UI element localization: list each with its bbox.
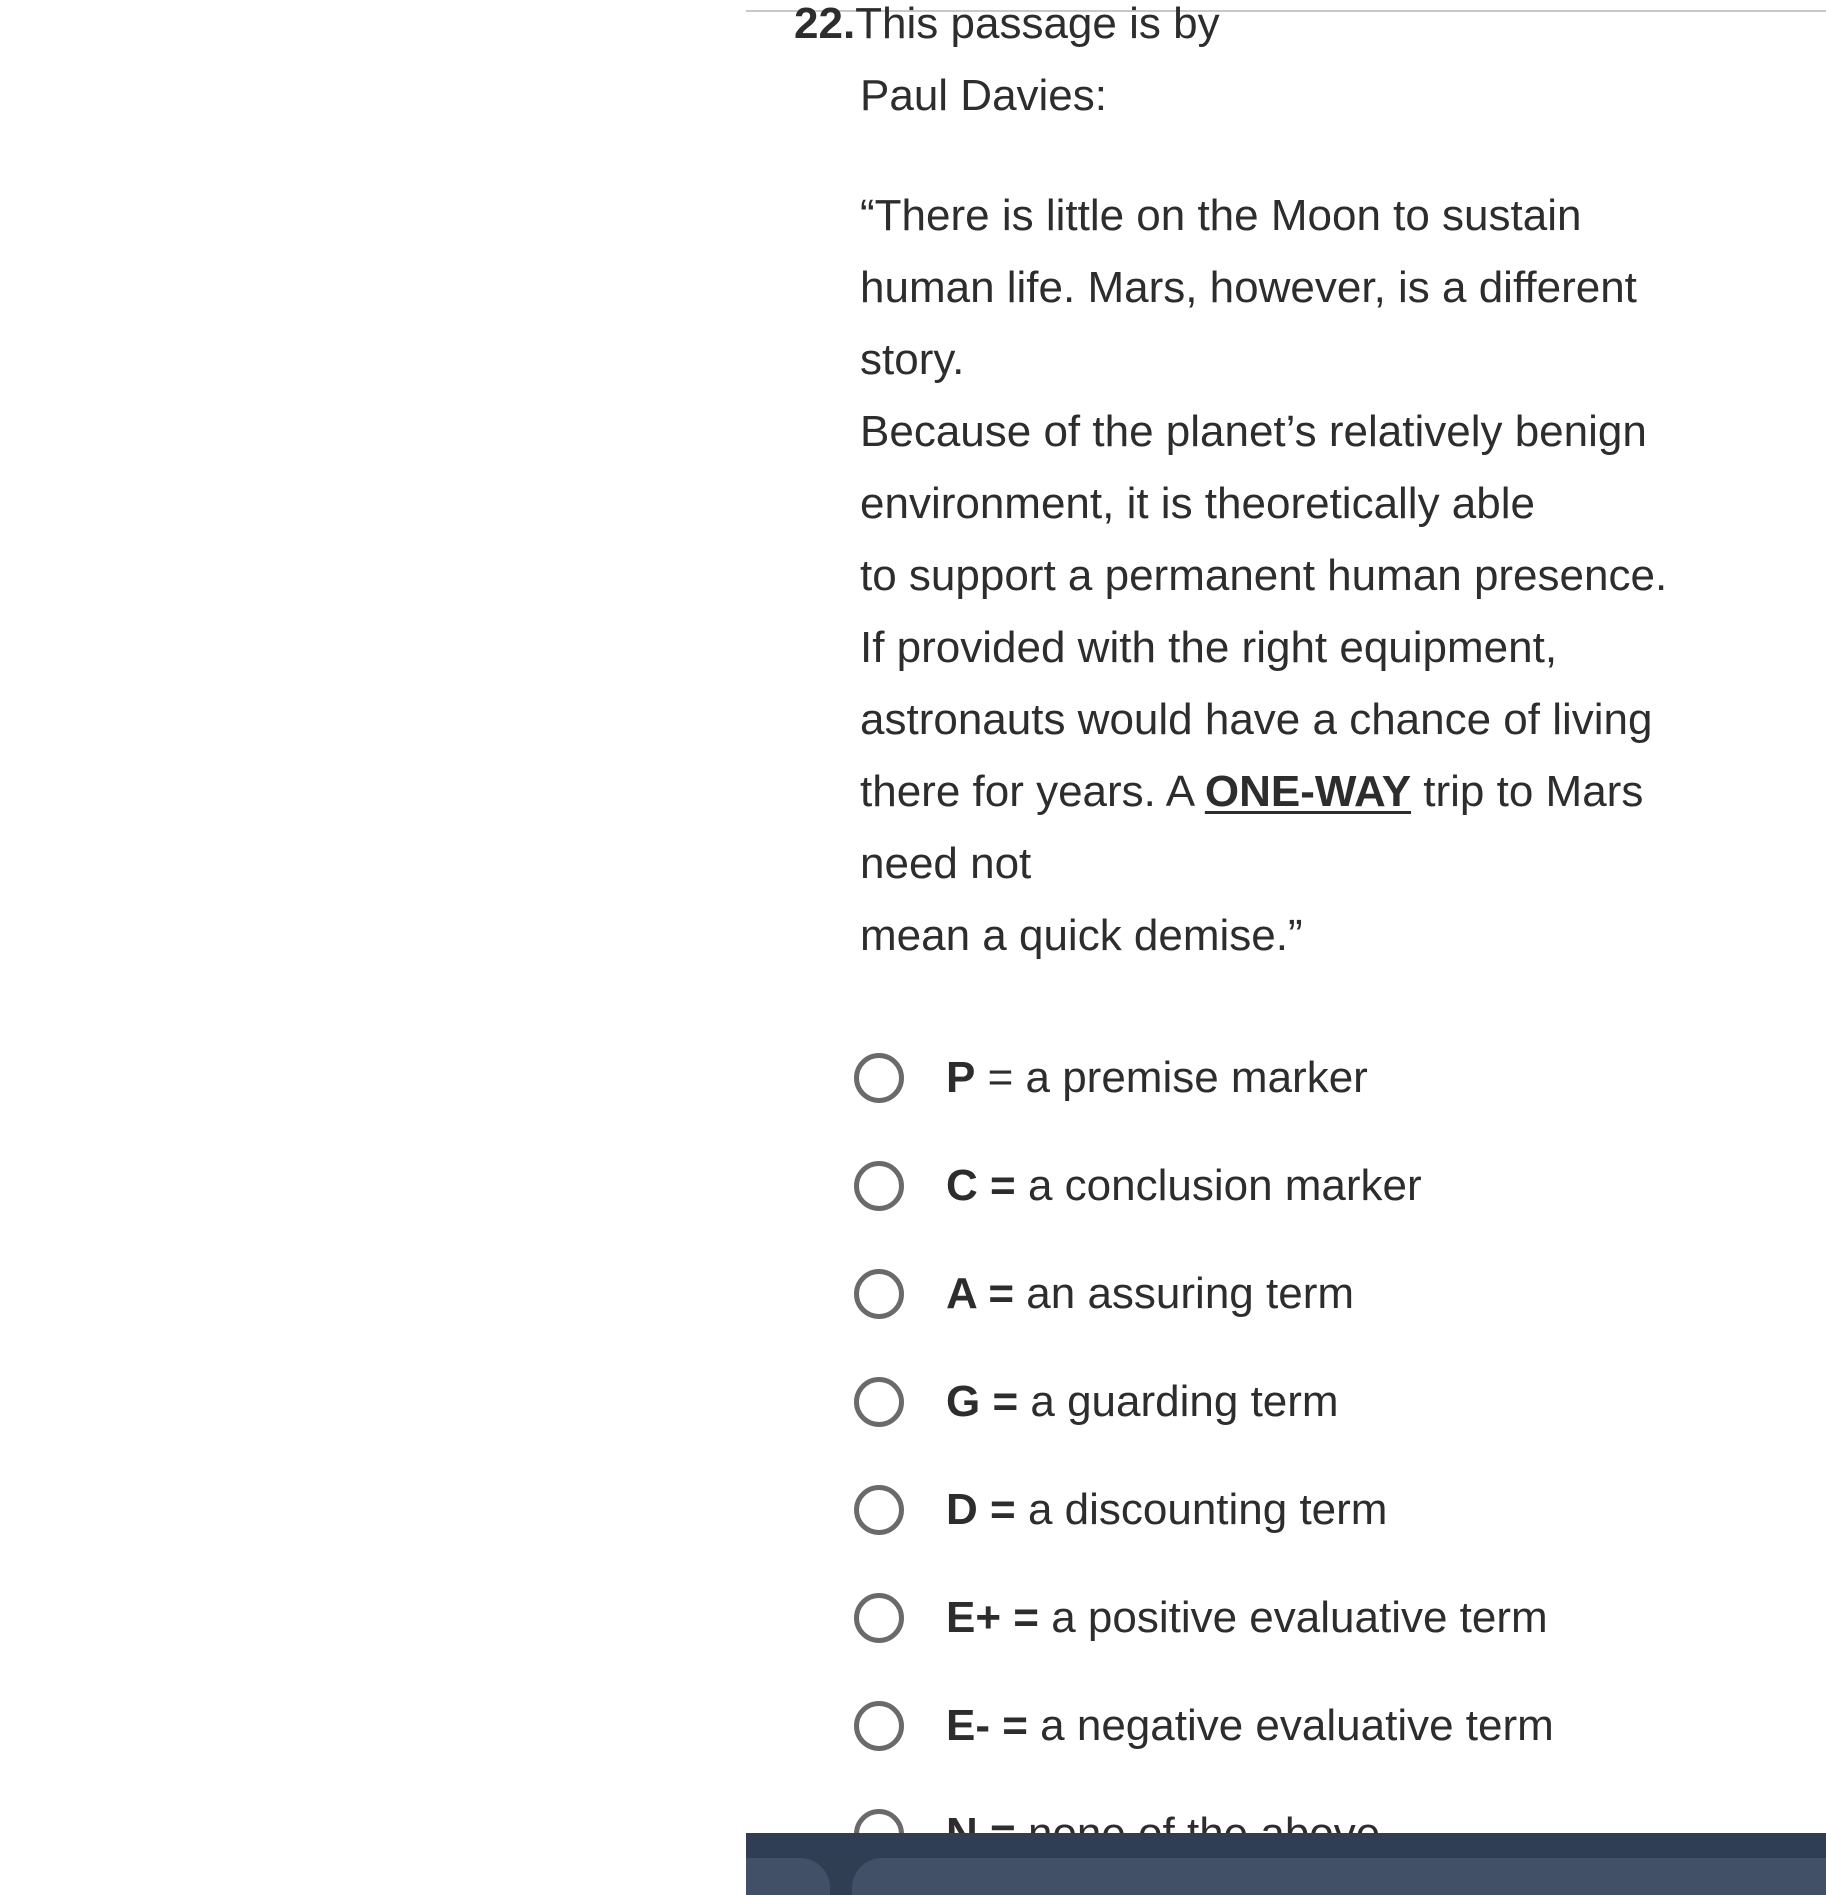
- passage-line: to support a permanent human presence.: [860, 551, 1668, 600]
- option-key: D =: [946, 1485, 1016, 1534]
- passage-text: trip to Mars: [1411, 767, 1644, 816]
- option-description: a negative evaluative term: [1040, 1701, 1554, 1750]
- option-label: [946, 1158, 1422, 1214]
- passage: [794, 180, 1804, 972]
- option-key: E+ =: [946, 1593, 1039, 1642]
- radio-button[interactable]: [854, 1269, 904, 1319]
- option-equals: [1016, 1485, 1028, 1534]
- passage-line: “There is little on the Moon to sustain: [860, 191, 1582, 240]
- option-equals: [1014, 1269, 1026, 1318]
- radio-button[interactable]: [854, 1053, 904, 1103]
- option-key: P: [946, 1053, 976, 1102]
- option-description: an assuring term: [1026, 1269, 1354, 1318]
- option-discounting-term[interactable]: [854, 1456, 1814, 1564]
- bottom-toolbar-right-tab[interactable]: [852, 1858, 1826, 1895]
- question-header: [794, 0, 1804, 60]
- option-key: G =: [946, 1377, 1019, 1426]
- left-blank-area: [0, 0, 746, 1895]
- answer-options: [854, 1024, 1814, 1888]
- option-label: [946, 1050, 1368, 1106]
- option-equals: =: [975, 1053, 1026, 1102]
- radio-button[interactable]: [854, 1161, 904, 1211]
- option-conclusion-marker[interactable]: [854, 1132, 1814, 1240]
- option-key: A =: [946, 1269, 1015, 1318]
- bottom-toolbar-left-tab[interactable]: [746, 1858, 830, 1895]
- question-block: [794, 0, 1804, 972]
- option-label: [946, 1698, 1554, 1754]
- radio-button[interactable]: [854, 1593, 904, 1643]
- radio-button[interactable]: [854, 1701, 904, 1751]
- question-number: 22.: [794, 0, 856, 48]
- passage-line: mean a quick demise.”: [860, 911, 1303, 960]
- radio-button[interactable]: [854, 1377, 904, 1427]
- option-positive-evaluative-term[interactable]: [854, 1564, 1814, 1672]
- passage-line: need not: [860, 839, 1032, 888]
- option-label: [946, 1590, 1548, 1646]
- option-description: a positive evaluative term: [1051, 1593, 1548, 1642]
- option-description: a discounting term: [1027, 1485, 1388, 1534]
- passage-text: there for years. A: [860, 767, 1205, 816]
- passage-line: human life. Mars, however, is a different: [860, 263, 1637, 312]
- passage-line: environment, it is theoretically able: [860, 479, 1535, 528]
- option-equals: [1016, 1161, 1028, 1210]
- option-negative-evaluative-term[interactable]: [854, 1672, 1814, 1780]
- emphasized-term: ONE-WAY: [1204, 767, 1412, 816]
- passage-line-emphasis: [860, 756, 1804, 828]
- question-author: Paul Davies:: [860, 71, 1108, 120]
- option-equals: [1018, 1377, 1030, 1426]
- passage-line: Because of the planet’s relatively benign: [860, 407, 1647, 456]
- radio-button[interactable]: [854, 1485, 904, 1535]
- option-assuring-term[interactable]: [854, 1240, 1814, 1348]
- option-guarding-term[interactable]: [854, 1348, 1814, 1456]
- passage-line: astronauts would have a chance of living: [860, 695, 1653, 744]
- option-equals: [1028, 1701, 1040, 1750]
- option-equals: [1039, 1593, 1051, 1642]
- passage-line: If provided with the right equipment,: [860, 623, 1558, 672]
- option-label: [946, 1266, 1354, 1322]
- option-premise-marker[interactable]: [854, 1024, 1814, 1132]
- question-intro: This passage is by: [855, 0, 1220, 48]
- passage-line: story.: [860, 335, 965, 384]
- option-key: E- =: [946, 1701, 1028, 1750]
- option-description: a guarding term: [1030, 1377, 1339, 1426]
- option-key: C =: [946, 1161, 1016, 1210]
- option-label: [946, 1482, 1387, 1538]
- option-label: [946, 1374, 1339, 1430]
- option-description: a conclusion marker: [1027, 1161, 1422, 1210]
- option-description: a premise marker: [1025, 1053, 1368, 1102]
